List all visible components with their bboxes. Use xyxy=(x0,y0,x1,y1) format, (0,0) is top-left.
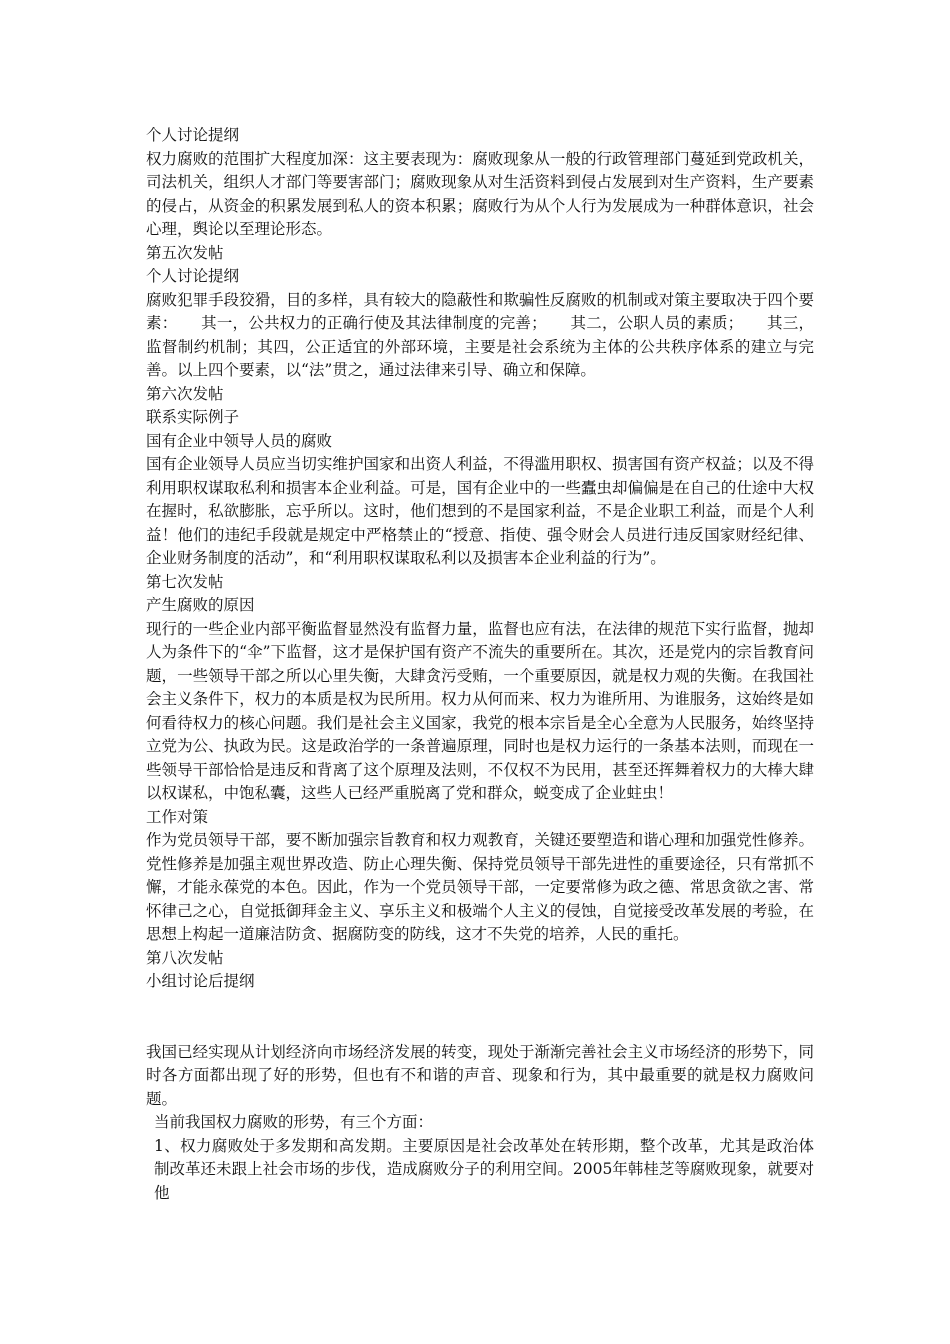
section-heading: 第六次发帖 xyxy=(146,384,224,403)
indented-paragraph: 1、权力腐败处于多发期和高发期。主要原因是社会改革处在转形期，整个改革，尤其是政治体制改革还未跟上社会市场的步伐，造成腐败分子的利用空间。2005年韩桂芝等腐败现象，就要对他 xyxy=(154,1136,814,1202)
body-paragraph: 我国已经实现从计划经济向市场经济发展的转变，现处于渐渐完善社会主义市场经济的形势下，同时各方面都出现了好的形势，但也有不和谐的声音、现象和行为，其中最重要的就是权力腐败问题。 xyxy=(146,1042,814,1108)
body-paragraph: 权力腐败的范围扩大程度加深：这主要表现为：腐败现象从一般的行政管理部门蔓延到党政机关，司法机关，组织人才部门等要害部门；腐败现象从对生活资料到侵占发展到对生产资料，生产要素的侵占，从资金的积累发展到私人的资本积累；腐败行为从个人行为发展成为一种群体意识，社会心理，舆论以至理论形态。 xyxy=(146,149,814,238)
blank-line xyxy=(146,994,814,1041)
body-paragraph: 腐败犯罪手段狡猾，目的多样，具有较大的隐蔽性和欺骗性反腐败的机制或对策主要取决于四个要素： 其一，公共权力的正确行使及其法律制度的完善； 其二，公职人员的素质； 其三，监督制约机制；其四，公正适宜的外部环境，主要是社会系统为主体的公共秩序体系的建立与完善。以上四个要素，以“法”贯之，通过法律来引导、确立和保障。 xyxy=(146,290,814,379)
document-body xyxy=(146,124,814,1205)
section-heading: 个人讨论提纲 xyxy=(146,126,240,144)
section-heading: 第五次发帖 xyxy=(146,243,224,262)
indented-paragraph: 当前我国权力腐败的形势，有三个方面： xyxy=(154,1113,434,1131)
section-heading: 小组讨论后提纲 xyxy=(146,972,255,990)
section-heading: 产生腐败的原因 xyxy=(146,596,255,614)
body-paragraph: 国有企业领导人员应当切实维护国家和出资人利益，不得滥用职权、损害国有资产权益；以及不得利用职权谋取私利和损害本企业利益。可是，国有企业中的一些蠹虫却偏偏是在自己的仕途中大权在握时，私欲膨胀，忘乎所以。这时，他们想到的不是国家利益，不是企业职工利益，而是个人利益！他们的违纪手段就是规定中严格禁止的“授意、指使、强令财会人员进行违反国家财经纪律、企业财务制度的活动”，和“利用职权谋取私利以及损害本企业利益的行为”。 xyxy=(146,455,814,567)
body-paragraph: 现行的一些企业内部平衡监督显然没有监督力量，监督也应有法，在法律的规范下实行监督，抛却人为条件下的“伞”下监督，这才是保护国有资产不流失的重要所在。其次，还是党内的宗旨教育问题，一些领导干部之所以心里失衡，大肆贪污受贿，一个重要原因，就是权力观的失衡。在我国社会主义条件下，权力的本质是权为民所用。权力从何而来、权力为谁所用、为谁服务，这始终是如何看待权力的核心问题。我们是社会主义国家，我党的根本宗旨是全心全意为人民服务，始终坚持立党为公、执政为民。这是政治学的一条普遍原理，同时也是权力运行的一条基本法则，而现在一些领导干部恰恰是违反和背离了这个原理及法则，不仅权不为民用，甚至还挥舞着权力的大棒大肆以权谋私，中饱私囊，这些人已经严重脱离了党和群众，蜕变成了企业蛀虫！ xyxy=(146,619,814,802)
section-heading: 联系实际例子 xyxy=(146,408,240,426)
body-paragraph: 作为党员领导干部，要不断加强宗旨教育和权力观教育，关键还要塑造和谐心理和加强党性修养。党性修养是加强主观世界改造、防止心理失衡、保持党员领导干部先进性的重要途径，只有常抓不懈，才能永葆党的本色。因此，作为一个党员领导干部，一定要常修为政之德、常思贪欲之害、常怀律己之心，自觉抵御拜金主义、享乐主义和极端个人主义的侵蚀，自觉接受改革发展的考验，在思想上构起一道廉洁防贪、据腐防变的防线，这才不失党的培养，人民的重托。 xyxy=(146,831,814,943)
section-heading: 工作对策 xyxy=(146,807,209,826)
section-heading: 国有企业中领导人员的腐败 xyxy=(146,431,333,450)
section-heading: 第八次发帖 xyxy=(146,948,224,967)
section-heading: 第七次发帖 xyxy=(146,572,224,591)
section-heading: 个人讨论提纲 xyxy=(146,267,240,285)
